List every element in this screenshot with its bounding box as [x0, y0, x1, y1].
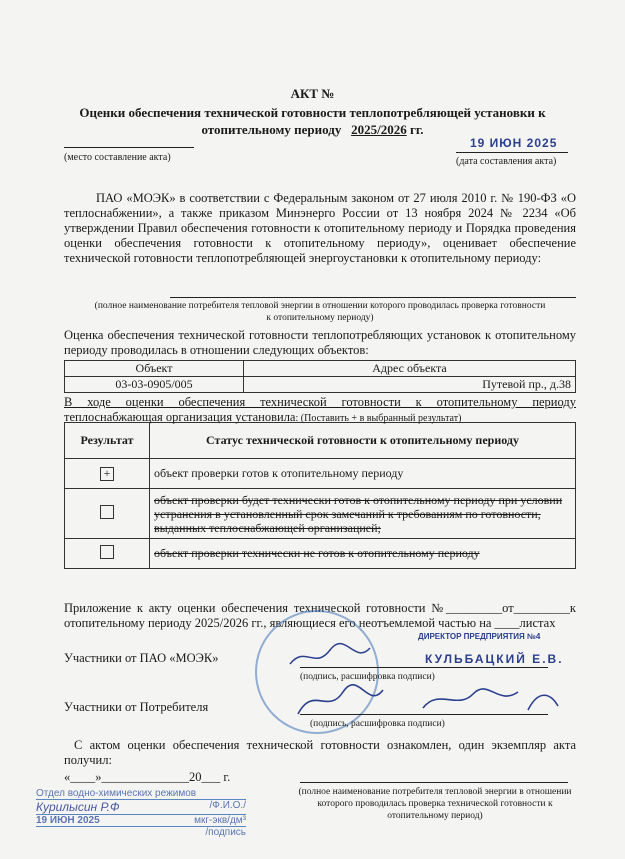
consumer-line	[170, 297, 576, 298]
consumer-label: Участники от Потребителя	[64, 700, 209, 714]
lab-stamp-fio: /Ф.И.О./	[209, 800, 246, 811]
col-object: Объект	[65, 361, 244, 377]
result-row	[65, 539, 576, 569]
lab-stamp-date: 19 ИЮН 2025	[36, 815, 100, 826]
place-caption: (место составление акта)	[64, 152, 171, 163]
result-checkbox-conditional[interactable]	[65, 489, 150, 539]
consumer-signature	[288, 680, 568, 720]
result-checkbox-not-ready[interactable]	[65, 539, 150, 569]
plus-mark: +	[100, 467, 114, 481]
result-table	[64, 422, 576, 569]
title-suffix: гг.	[409, 122, 424, 137]
empty-checkbox	[100, 505, 114, 519]
object-address: Путевой пр., д.38	[244, 377, 576, 393]
ack-text: С актом оценки обеспечения технической готовности ознакомлен, один экземпляр акта получил:	[64, 738, 576, 767]
objects-table	[64, 360, 576, 393]
status-ready: объект проверки готов к отопительному периоду	[150, 459, 576, 489]
lab-stamp	[36, 788, 246, 854]
ack-date: «____»______________20___ г.	[64, 770, 231, 784]
intro-text: ПАО «МОЭК» в соответствии с Федеральным законом от 27 июля 2010 г. № 190-ФЗ «О теплоснабжении», а также приказом Минэнерго России от 13 ноября 2024 № 2234 «Об утверждении Правил обеспечения готовности к отопительному периоду и Порядка проведения оценки обеспечения готовности к отопительному периоду», оценивает обеспечение технической готовности теплопотребляющей энергоустановки к отопительному периоду:	[64, 191, 576, 265]
consumer-caption-2: к отопительному периоду)	[266, 313, 374, 323]
signature-mark	[285, 640, 375, 670]
moek-name: КУЛЬБАЦКИЙ Е.В.	[425, 652, 564, 666]
date-line	[456, 152, 568, 153]
status-not-ready: объект проверки технически не готов к отопительному периоду	[150, 539, 576, 569]
consumer-caption: (подпись, расшифровка подписи)	[310, 719, 445, 729]
ack-line	[300, 782, 568, 783]
lab-stamp-sign: /подпись	[205, 827, 246, 838]
result-row	[65, 459, 576, 489]
moek-position: ДИРЕКТОР ПРЕДПРИЯТИЯ №4	[418, 632, 541, 641]
consumer-caption-1: (полное наименование потребителя тепловой энергии в отношении которого проводилась проверка готовности	[94, 301, 546, 311]
moek-label: Участники от ПАО «МОЭК»	[64, 651, 219, 665]
act-title-line1: Оценки обеспечения технической готовности теплопотребляющей установки к	[79, 105, 546, 120]
result-hint: : (Поставить + в выбранный результат)	[295, 413, 462, 424]
lab-stamp-unit: мкг-экв/дм³	[194, 815, 246, 826]
col-address: Адрес объекта	[244, 361, 576, 377]
col-result: Результат	[65, 423, 150, 459]
lab-stamp-name: Курилысин Р.Ф	[36, 800, 120, 814]
ack-caption: (полное наименование потребителя тепловой энергии в отношении которого проводилась проверка технической готовности к отопительному период)	[298, 787, 572, 821]
result-row	[65, 489, 576, 539]
place-line	[64, 147, 194, 148]
lab-stamp-dept: Отдел водно-химических режимов	[36, 788, 246, 800]
objects-lead: Оценка обеспечения технической готовности теплопотребляющих установок к отопительному периоду проводилась в отношении следующих объектов:	[64, 328, 576, 357]
moek-caption: (подпись, расшифровка подписи)	[300, 672, 435, 682]
empty-checkbox	[100, 545, 114, 559]
date-stamp: 19 ИЮН 2025	[470, 136, 558, 150]
status-conditional: объект проверки будет технически готов к отопительному периоду при условии устранения в установленный срок замечаний к требованиям по готовности, выданных теплоснабжающей организацией;	[150, 489, 576, 539]
date-caption: (дата составления акта)	[456, 156, 557, 167]
col-status: Статус технической готовности к отопительному периоду	[150, 423, 576, 459]
act-number: АКТ №	[290, 86, 335, 101]
result-checkbox-ready[interactable]	[65, 459, 150, 489]
table-row	[65, 377, 576, 393]
appendix-text: Приложение к акту оценки обеспечения технической готовности №_________от_________к отопительному периоду 2025/2026 гг., являющиеся его неотъемлемой частью на ____листах	[64, 601, 576, 630]
title-prefix: отопительному периоду	[201, 122, 342, 137]
result-lead-text: В ходе оценки обеспечения технической готовности к отопительному периоду теплоснабжающая организация установила	[64, 395, 576, 424]
object-code: 03-03-0905/005	[65, 377, 244, 393]
title-year: 2025/2026	[351, 122, 407, 137]
